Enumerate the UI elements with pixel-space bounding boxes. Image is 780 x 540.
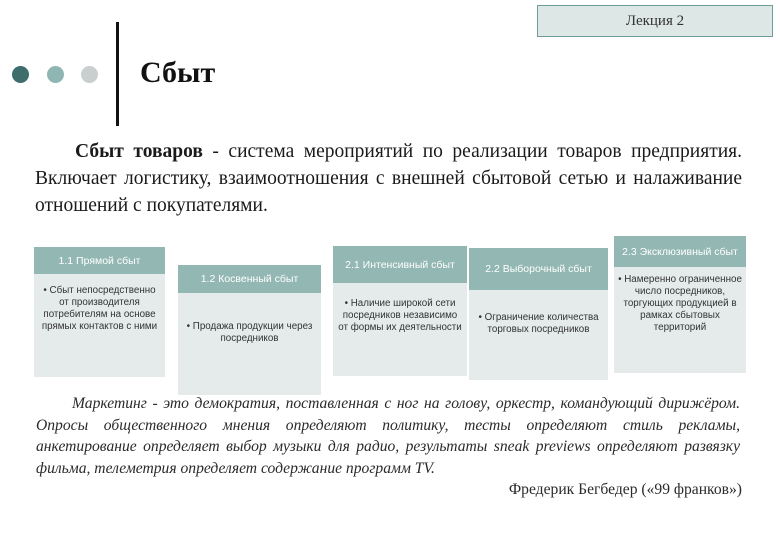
card-title: 2.2 Выборочный сбыт [469,248,608,290]
title-divider [116,22,119,126]
card-body: • Наличие широкой сети посредников независимо от формы их деятельности [338,298,462,333]
card-title: 2.1 Интенсивный сбыт [333,246,467,283]
card-selective-sales [469,248,608,380]
card-intensive-sales [333,246,467,376]
card-body: • Сбыт непосредственно от производителя потребителям на основе прямых контактов с ними [41,285,158,332]
card-title: 1.2 Косвенный сбыт [178,265,321,293]
quote-attribution: Фредерик Бегбедер («99 франков») [508,481,742,498]
decor-dot-light [81,66,98,83]
card-title: 1.1 Прямой сбыт [34,247,165,274]
card-direct-sales [34,247,165,377]
definition-paragraph [35,138,742,219]
definition-text: - система мероприятий по реализации товаров предприятия. Включает логистику, взаимоотношения с внешней сбытовой сетью и налаживание отношений с покупателями. [35,141,742,216]
lecture-label: Лекция 2 [537,5,773,37]
card-body: • Ограничение количества торговых посредников [478,312,599,335]
card-exclusive-sales [614,236,746,373]
card-indirect-sales [178,265,321,395]
quote-text: Маркетинг - это демократия, поставленная с ног на голову, оркестр, командующий дирижёром. Опросы общественного мнения определяют политику, тесты определяют стиль рекламы, анкетирование определяет выбор музыки для радио, результаты sneak previews определяют развязку фильма, телеметрия определяет содержание программ TV. [36,395,740,477]
definition-term: Сбыт товаров [75,141,203,162]
decor-dot-dark [12,66,29,83]
card-title: 2.3 Эксклюзивный сбыт [614,236,746,267]
slide-title: Сбыт [140,56,216,89]
card-body: • Намеренно ограниченное число посредников, торгующих продукцией в рамках сбытовых территорий [618,274,742,333]
decor-dot-medium [47,66,64,83]
card-body: • Продажа продукции через посредников [186,321,313,344]
